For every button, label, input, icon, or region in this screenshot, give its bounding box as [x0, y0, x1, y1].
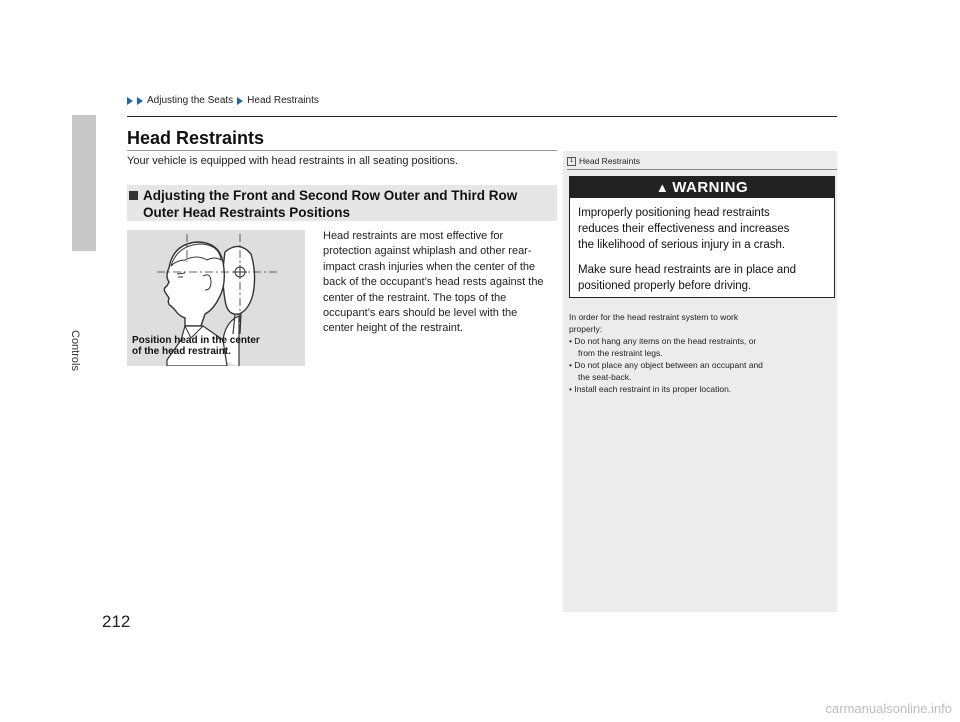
subheading-line: Outer Head Restraints Positions — [143, 205, 351, 220]
intro-text: Your vehicle is equipped with head restraints in all seating positions. — [127, 155, 459, 167]
note-bullet: • Do not hang any items on the head restraints, or from the restraint legs. — [569, 336, 757, 358]
page-number: 212 — [102, 612, 131, 631]
breadcrumb-arrow-icon — [237, 97, 243, 105]
note-line: In order for the head restraint system to work — [569, 312, 739, 322]
breadcrumb-item[interactable]: Adjusting the Seats — [147, 95, 234, 106]
note-heading — [567, 156, 640, 166]
note-bullet: • Do not place any object between an occupant and the seat-back. — [569, 360, 763, 382]
breadcrumb-arrow-icon — [127, 97, 133, 105]
warning-line: reduces their effectiveness and increases — [578, 223, 790, 235]
breadcrumb — [127, 95, 319, 106]
warning-line: Make sure head restraints are in place and — [578, 264, 796, 276]
breadcrumb-arrow-icon — [137, 97, 143, 105]
warning-line: positioned properly before driving. — [578, 280, 752, 292]
caption-line: of the head restraint. — [132, 346, 231, 357]
section-label: Controls — [69, 330, 81, 371]
body-line: protection against whiplash and other rear- — [323, 245, 532, 258]
section-subheading — [127, 185, 557, 221]
body-line: impact crash injuries when the center of the — [323, 260, 536, 273]
watermark: carmanualsonline.info — [825, 701, 952, 716]
warning-title: WARNING — [672, 179, 749, 196]
warning-header — [570, 177, 834, 198]
warning-line: the likelihood of serious injury in a crash. — [578, 239, 786, 251]
square-bullet-icon — [129, 191, 138, 200]
body-line: center of the restraint. The tops of the — [323, 291, 507, 304]
caption-line: Position head in the center — [132, 335, 260, 346]
warning-line: Improperly positioning head restraints — [578, 207, 770, 219]
header-rule — [127, 116, 837, 117]
body-line: back of the occupant’s head rests against the — [323, 276, 544, 289]
figure-caption — [132, 335, 260, 357]
breadcrumb-item[interactable]: Head Restraints — [247, 95, 319, 106]
note-bullet: • Install each restraint in its proper location. — [569, 384, 732, 394]
body-line: occupant’s ears should be level with the — [323, 307, 518, 320]
body-line: center height of the restraint. — [323, 322, 464, 335]
warning-box — [569, 176, 835, 298]
head-restraint-illustration — [127, 230, 305, 366]
note-line: properly: — [569, 323, 603, 334]
warning-triangle-icon: ▲ — [655, 180, 670, 195]
note-rule — [567, 169, 837, 170]
subheading-line: Adjusting the Front and Second Row Outer and Third Row — [143, 188, 518, 203]
body-paragraph — [323, 229, 559, 337]
note-marker-icon: 1 — [567, 157, 576, 166]
page-title: Head Restraints — [127, 128, 265, 148]
notes-column — [563, 151, 837, 612]
section-tab — [72, 115, 96, 251]
body-line: Head restraints are most effective for — [323, 230, 504, 242]
note-body — [569, 312, 831, 396]
note-heading-text: Head Restraints — [579, 156, 640, 166]
title-rule — [127, 150, 557, 151]
